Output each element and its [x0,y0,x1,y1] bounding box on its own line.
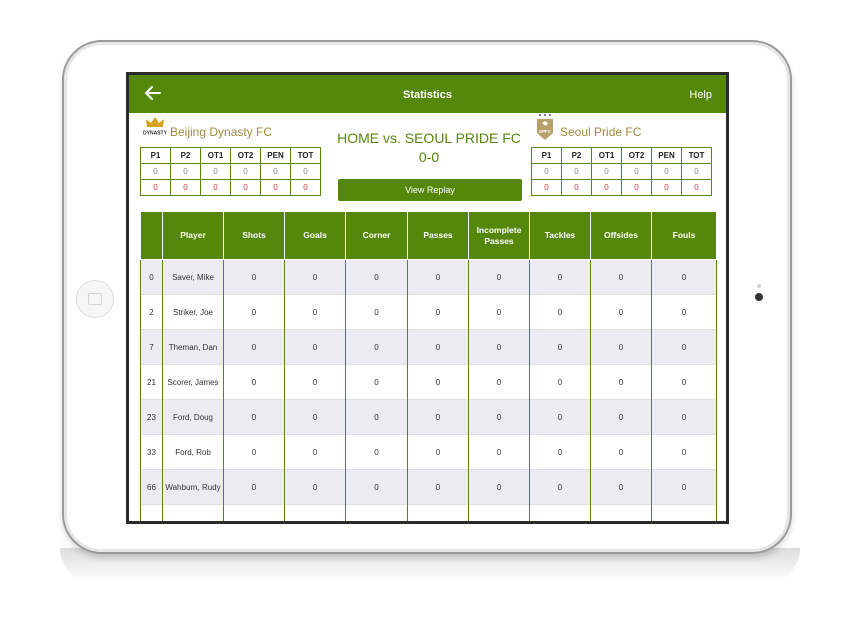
stat-cell: 0 [469,295,530,330]
stat-cell: 0 [469,330,530,365]
stat-cell: 0 [591,365,652,400]
home-score-table [140,147,321,196]
score-cell: 0 [682,164,712,180]
player-number: 23 [141,400,163,435]
table-row[interactable] [141,330,717,365]
stat-cell: 0 [346,435,408,470]
stat-cell: 0 [530,330,591,365]
camera-icon [755,293,763,301]
stat-cell [285,505,346,525]
player-stats-table [140,212,717,524]
stat-cell [408,505,469,525]
stats-header-row [141,212,717,260]
player-name: Striker, Joe [163,295,224,330]
table-row[interactable] [141,435,717,470]
column-header: Tackles [530,212,591,260]
period-header: TOT [682,148,712,164]
stat-cell: 0 [408,435,469,470]
score-cell: 0 [652,164,682,180]
stat-cell: 0 [408,470,469,505]
score-cell: 0 [141,180,171,196]
stat-cell: 0 [652,400,717,435]
stat-cell: 0 [408,330,469,365]
player-name: Wahburn, Rudy [163,470,224,505]
period-header: OT2 [231,148,261,164]
column-header: Player [163,212,224,260]
column-header: Shots [224,212,285,260]
stat-cell [224,505,285,525]
period-header: P1 [532,148,562,164]
view-replay-button[interactable]: View Replay [338,179,522,201]
player-name: Ford, Doug [163,400,224,435]
table-row[interactable] [141,365,717,400]
score-cell: 0 [532,164,562,180]
score-cell: 0 [291,164,321,180]
stat-cell: 0 [469,435,530,470]
player-number: 33 [141,435,163,470]
stat-cell: 0 [408,260,469,295]
score-cell: 0 [592,164,622,180]
table-row[interactable] [141,260,717,295]
sensor-dot [757,284,761,288]
stat-cell: 0 [530,365,591,400]
stat-cell: 0 [285,400,346,435]
period-header: P1 [141,148,171,164]
score-cell: 0 [201,164,231,180]
home-score-row [141,164,321,180]
stat-cell: 0 [530,260,591,295]
column-header-number [141,212,163,260]
stat-cell: 0 [346,365,408,400]
score-cell: 0 [652,180,682,196]
score-cell: 0 [622,164,652,180]
period-header-row [141,148,321,164]
column-header: Fouls [652,212,717,260]
away-crest-text: SPFC [538,129,552,134]
stat-cell: 0 [469,470,530,505]
crown-crest-icon [142,116,168,138]
stat-cell: 0 [224,260,285,295]
player-stats-scroll[interactable] [140,212,718,524]
score-cell: 0 [261,180,291,196]
stat-cell: 0 [591,470,652,505]
score-cell: 0 [592,180,622,196]
period-header: P2 [171,148,201,164]
home-button[interactable] [76,280,114,318]
stat-cell: 0 [346,260,408,295]
table-row[interactable] [141,295,717,330]
nav-bar [129,75,726,113]
shield-crest-icon [535,113,555,141]
page-title: Statistics [403,89,452,101]
period-header: P2 [562,148,592,164]
stat-cell: 0 [652,435,717,470]
stat-cell: 0 [591,295,652,330]
stat-cell [591,505,652,525]
app-screen [126,72,729,524]
stat-cell: 0 [652,260,717,295]
stat-cell: 0 [224,400,285,435]
player-name: Saver, Mike [163,260,224,295]
player-name [163,505,224,525]
home-team-name: Beijing Dynasty FC [170,125,273,139]
stats-body [141,260,717,525]
period-header: OT1 [201,148,231,164]
stat-cell: 0 [530,435,591,470]
player-number [141,505,163,525]
stat-cell: 0 [408,400,469,435]
opponent-score-row [141,180,321,196]
score-cell: 0 [562,164,592,180]
stat-cell: 0 [224,330,285,365]
player-number: 2 [141,295,163,330]
player-name: Ford, Rob [163,435,224,470]
score-cell: 0 [231,180,261,196]
period-header: OT1 [592,148,622,164]
stat-cell: 0 [224,295,285,330]
away-score-table [531,147,712,196]
stat-cell: 0 [285,470,346,505]
stat-cell: 0 [591,435,652,470]
stat-cell: 0 [530,295,591,330]
score-cell: 0 [141,164,171,180]
stat-cell: 0 [652,470,717,505]
away-score-row [532,164,712,180]
column-header: Passes [408,212,469,260]
score-cell: 0 [622,180,652,196]
stat-cell: 0 [591,260,652,295]
score-cell: 0 [682,180,712,196]
stat-cell: 0 [285,260,346,295]
player-number: 0 [141,260,163,295]
stat-cell [530,505,591,525]
stat-cell: 0 [346,400,408,435]
score-cell: 0 [171,180,201,196]
stat-cell: 0 [469,260,530,295]
table-row[interactable] [141,505,717,525]
stat-cell: 0 [530,470,591,505]
stat-cell: 0 [285,365,346,400]
stat-cell: 0 [346,470,408,505]
player-number: 66 [141,470,163,505]
period-header: OT2 [622,148,652,164]
period-header: PEN [261,148,291,164]
stat-cell: 0 [224,435,285,470]
score-cell: 0 [171,164,201,180]
away-team-name: Seoul Pride FC [560,125,642,139]
stat-cell: 0 [285,295,346,330]
column-header: Incomplete Passes [469,212,530,260]
matchup-score: 0-0 [418,149,440,165]
player-number: 21 [141,365,163,400]
score-cell: 0 [291,180,321,196]
stat-cell: 0 [285,330,346,365]
stat-cell [346,505,408,525]
period-header: PEN [652,148,682,164]
score-cell: 0 [532,180,562,196]
score-cell: 0 [201,180,231,196]
help-button[interactable]: Help [689,89,712,101]
player-name: Scorer, James [163,365,224,400]
stat-cell: 0 [652,330,717,365]
player-number: 7 [141,330,163,365]
period-header-row [532,148,712,164]
opponent-score-row [532,180,712,196]
column-header: Corner [346,212,408,260]
stat-cell: 0 [224,470,285,505]
stat-cell [652,505,717,525]
column-header: Goals [285,212,346,260]
stat-cell: 0 [591,330,652,365]
table-row[interactable] [141,470,717,505]
home-crest-text: DYNASTY [143,130,167,137]
stat-cell: 0 [469,400,530,435]
column-header: Offsides [591,212,652,260]
stat-cell: 0 [591,400,652,435]
stat-cell: 0 [530,400,591,435]
score-cell: 0 [562,180,592,196]
table-row[interactable] [141,400,717,435]
stat-cell: 0 [652,365,717,400]
player-name: Theman, Dan [163,330,224,365]
stat-cell: 0 [285,435,346,470]
stat-cell: 0 [408,365,469,400]
stat-cell [469,505,530,525]
matchup-header [329,129,529,167]
score-cell: 0 [261,164,291,180]
matchup-title: HOME vs. SEOUL PRIDE FC [337,130,521,146]
stat-cell: 0 [346,330,408,365]
stat-cell: 0 [224,365,285,400]
stat-cell: 0 [346,295,408,330]
period-header: TOT [291,148,321,164]
score-cell: 0 [231,164,261,180]
stat-cell: 0 [408,295,469,330]
stat-cell: 0 [652,295,717,330]
stat-cell: 0 [469,365,530,400]
